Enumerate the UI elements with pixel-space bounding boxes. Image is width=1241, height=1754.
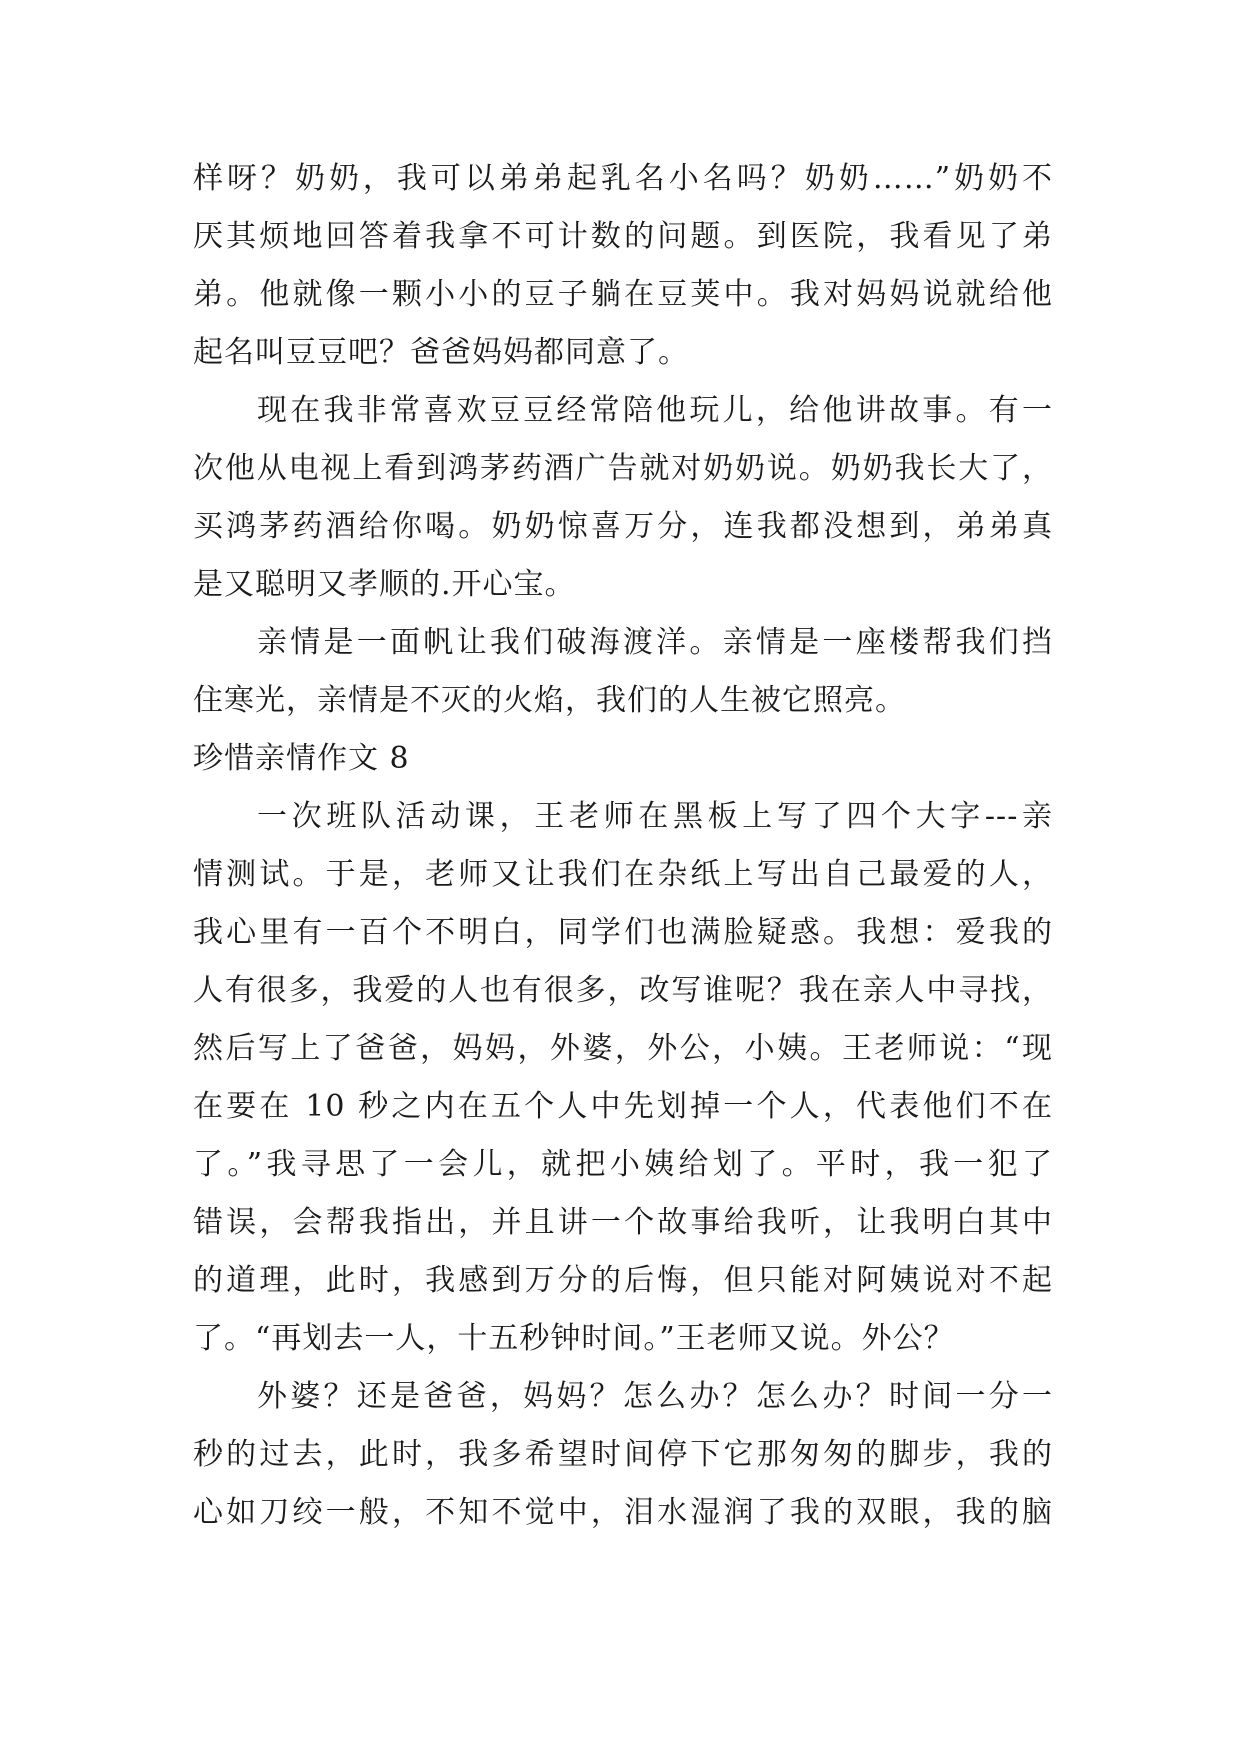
- text-line: 情测试。于是，老师又让我们在杂纸上写出自己最爱的人，: [193, 857, 1053, 892]
- text-line: 买鸿茅药酒给你喝。奶奶惊喜万分，连我都没想到，弟弟真: [193, 509, 1053, 544]
- text-line: 人有很多，我爱的人也有很多，改写谁呢？我在亲人中寻找，: [193, 973, 1053, 1008]
- text-line: 秒的过去，此时，我多希望时间停下它那匆匆的脚步，我的: [193, 1437, 1053, 1472]
- paragraph-first-line: 亲情是一面帆让我们破海渡洋。亲情是一座楼帮我们挡: [257, 625, 1053, 660]
- text-line: 样呀？奶奶，我可以弟弟起乳名小名吗？奶奶……”奶奶不: [193, 161, 1053, 196]
- text-line: 了。“再划去一人，十五秒钟时间。”王老师又说。外公？: [193, 1321, 955, 1356]
- text-line: 次他从电视上看到鸿茅药酒广告就对奶奶说。奶奶我长大了，: [193, 451, 1053, 486]
- paragraph-first-line: 外婆？还是爸爸，妈妈？怎么办？怎么办？时间一分一: [257, 1379, 1053, 1414]
- text-line: 我心里有一百个不明白，同学们也满脸疑惑。我想：爱我的: [193, 915, 1053, 950]
- text-line: 错误，会帮我指出，并且讲一个故事给我听，让我明白其中: [193, 1205, 1053, 1240]
- text-line: 住寒光，亲情是不灭的火焰，我们的人生被它照亮。: [193, 683, 906, 718]
- text-line: 心如刀绞一般，不知不觉中，泪水湿润了我的双眼，我的脑: [193, 1495, 1053, 1530]
- text-line: 然后写上了爸爸，妈妈，外婆，外公，小姨。王老师说：“现: [193, 1031, 1053, 1066]
- text-line: 了。”我寻思了一会儿，就把小姨给划了。平时，我一犯了: [193, 1147, 1053, 1182]
- text-line: 起名叫豆豆吧？爸爸妈妈都同意了。: [193, 335, 689, 370]
- text-line: 是又聪明又孝顺的.开心宝。: [193, 567, 576, 602]
- text-line: 弟。他就像一颗小小的豆子躺在豆荚中。我对妈妈说就给他: [193, 277, 1053, 312]
- paragraph-first-line: 现在我非常喜欢豆豆经常陪他玩儿，给他讲故事。有一: [257, 393, 1053, 428]
- paragraph-first-line: 一次班队活动课，王老师在黑板上写了四个大字---亲: [257, 799, 1053, 834]
- text-line: 厌其烦地回答着我拿不可计数的问题。到医院，我看见了弟: [193, 219, 1053, 254]
- text-line: 的道理，此时，我感到万分的后悔，但只能对阿姨说对不起: [193, 1263, 1053, 1298]
- document-page: [193, 150, 1053, 1542]
- text-line: 在要在 10 秒之内在五个人中先划掉一个人，代表他们不在: [193, 1089, 1053, 1124]
- section-heading: 珍惜亲情作文 8: [193, 741, 410, 776]
